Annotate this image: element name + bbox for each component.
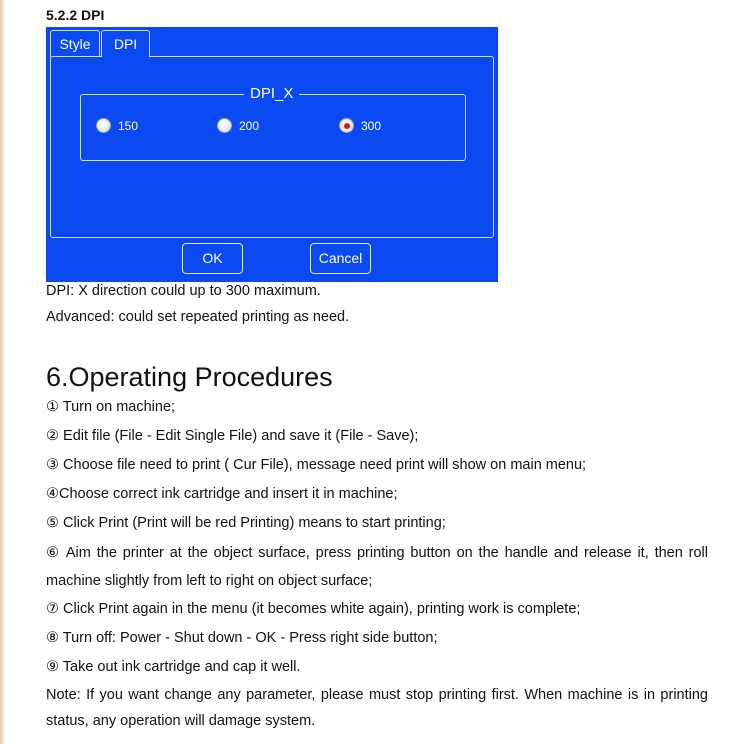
step-4: ④Choose correct ink cartridge and insert it in machine; [46,486,398,502]
radio-label: 200 [239,118,260,133]
tab-style[interactable]: Style [50,30,100,57]
radio-circle-icon[interactable] [217,118,232,133]
tab-dpi[interactable]: DPI [101,30,150,57]
ok-button[interactable]: OK [182,243,243,274]
note-advanced: Advanced: could set repeated printing as need. [46,309,350,325]
radio-circle-icon[interactable] [96,118,111,133]
step-9: ⑨ Take out ink cartridge and cap it well. [46,659,301,675]
step-2: ② Edit file (File - Edit Single File) and save it (File - Save); [46,428,419,444]
radio-label: 150 [118,118,139,133]
radio-label: 300 [361,118,382,133]
step-5: ⑤ Click Print (Print will be red Printing) means to start printing; [46,515,446,531]
step-8: ⑧ Turn off: Power - Shut down - OK - Press right side button; [46,630,438,646]
radio-150[interactable] [96,118,138,133]
cancel-button[interactable]: Cancel [310,243,371,274]
step-1: ① Turn on machine; [46,399,176,415]
final-note: Note: If you want change any parameter, please must stop printing first. When machine is in printing status, any operation will damage system. [46,687,708,729]
dpi-x-group-label: DPI_X [244,84,299,104]
radio-checked-icon[interactable] [339,118,354,133]
radio-200[interactable] [217,118,259,133]
note-dpi: DPI: X direction could up to 300 maximum. [46,283,321,299]
step-6: ⑥ Aim the printer at the object surface, press printing button on the handle and release it, then roll machine slightly from left to right on object surface; [46,545,708,589]
section-heading: 5.2.2 DPI [46,7,105,23]
chapter-title: 6.Operating Procedures [46,362,333,392]
radio-300[interactable] [339,118,381,133]
step-3: ③ Choose file need to print ( Cur File), message need print will show on main menu; [46,457,587,473]
page-edge [0,0,4,744]
dpi-dialog [46,27,498,282]
step-7: ⑦ Click Print again in the menu (it becomes white again), printing work is complete; [46,601,581,617]
